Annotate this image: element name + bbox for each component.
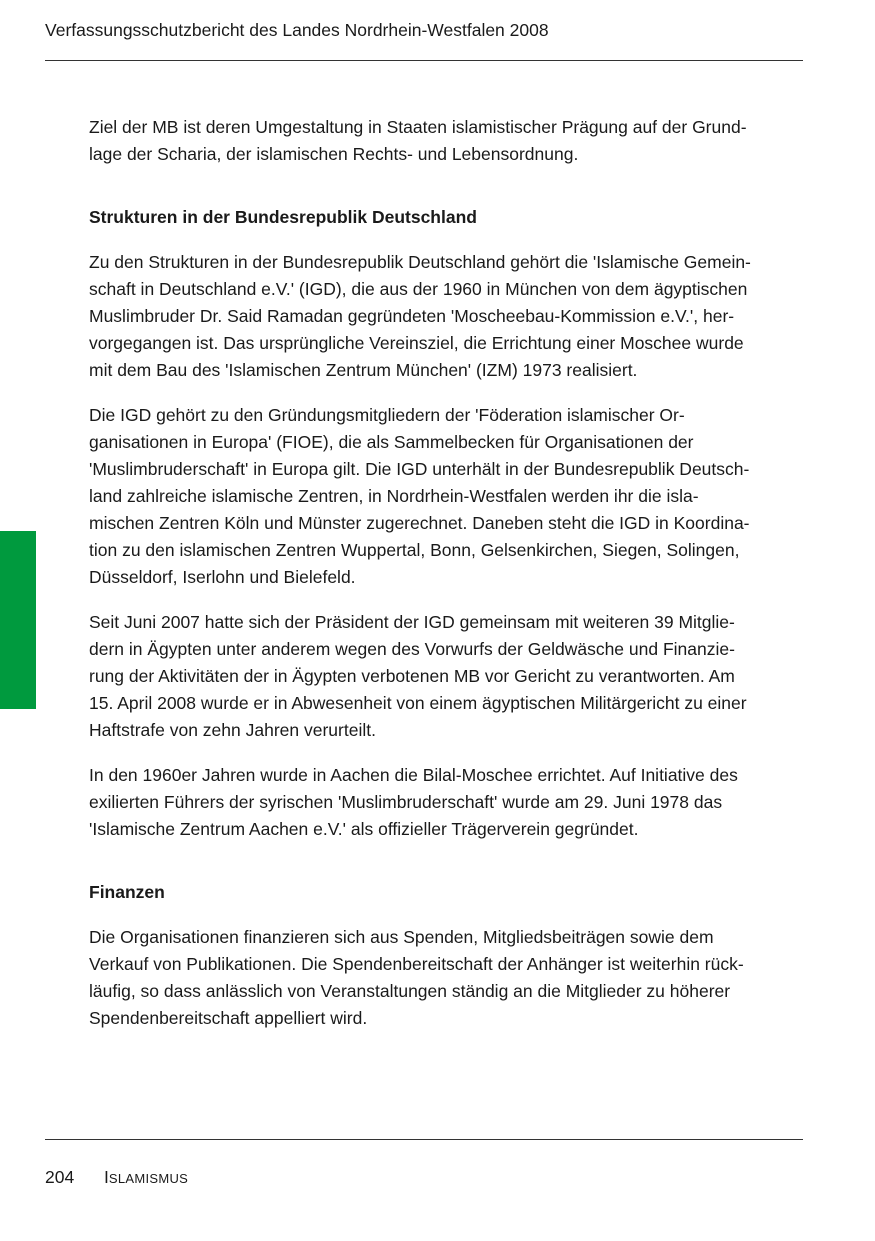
text-line: Die IGD gehört zu den Gründungsmitgliedern der 'Föderation islamischer Or-: [89, 405, 685, 425]
text-line: 15. April 2008 wurde er in Abwesenheit von einem ägyptischen Militärgericht zu einer: [89, 693, 747, 713]
text-line: Seit Juni 2007 hatte sich der Präsident der IGD gemeinsam mit weiteren 39 Mitglie-: [89, 612, 735, 632]
footer-divider: [45, 1139, 803, 1140]
page-number: 204: [45, 1167, 75, 1187]
text-line: Haftstrafe von zehn Jahren verurteilt.: [89, 720, 376, 740]
paragraph-igd-president: [89, 609, 804, 744]
heading-structures: Strukturen in der Bundesrepublik Deutschland: [89, 207, 477, 227]
page-body: [89, 114, 804, 1050]
text-line: läufig, so dass anlässlich von Veranstaltungen ständig an die Mitglieder zu höherer: [89, 981, 731, 1001]
paragraph-finances: [89, 924, 804, 1032]
section-label-initial: I: [104, 1167, 109, 1187]
paragraph-aachen: [89, 762, 804, 843]
paragraph-igd-origin: [89, 249, 804, 384]
text-line: schaft in Deutschland e.V.' (IGD), die aus der 1960 in München von dem ägyptischen: [89, 279, 748, 299]
text-line: Muslimbruder Dr. Said Ramadan gegründeten 'Moscheebau-Kommission e.V.', her-: [89, 306, 735, 326]
text-line: tion zu den islamischen Zentren Wuppertal, Bonn, Gelsenkirchen, Siegen, Solingen,: [89, 540, 740, 560]
text-line: mischen Zentren Köln und Münster zugerechnet. Daneben steht die IGD in Koordina-: [89, 513, 750, 533]
text-line: Verkauf von Publikationen. Die Spendenbereitschaft der Anhänger ist weiterhin rück-: [89, 954, 744, 974]
text-line: lage der Scharia, der islamischen Rechts- und Lebensordnung.: [89, 144, 579, 164]
text-line: Die Organisationen finanzieren sich aus Spenden, Mitgliedsbeiträgen sowie dem: [89, 927, 714, 947]
heading-finances: Finanzen: [89, 882, 165, 902]
section-color-tab: [0, 531, 36, 709]
text-line: Ziel der MB ist deren Umgestaltung in Staaten islamistischer Prägung auf der Grund-: [89, 117, 747, 137]
header-divider: [45, 60, 803, 61]
text-line: 'Muslimbruderschaft' in Europa gilt. Die IGD unterhält in der Bundesrepublik Deutsch-: [89, 459, 750, 479]
text-line: vorgegangen ist. Das ursprüngliche Vereinsziel, die Errichtung einer Moschee wurde: [89, 333, 744, 353]
text-line: mit dem Bau des 'Islamischen Zentrum München' (IZM) 1973 realisiert.: [89, 360, 638, 380]
text-line: land zahlreiche islamische Zentren, in Nordrhein-Westfalen werden ihr die isla-: [89, 486, 699, 506]
text-line: dern in Ägypten unter anderem wegen des Vorwurfs der Geldwäsche und Finanzie-: [89, 639, 735, 659]
paragraph-igd-fioe: [89, 402, 804, 591]
section-label-rest: SLAMISMUS: [108, 1171, 189, 1186]
text-line: 'Islamische Zentrum Aachen e.V.' als offizieller Trägerverein gegründet.: [89, 819, 639, 839]
footer-section-label: [104, 1166, 188, 1190]
text-line: exilierten Führers der syrischen 'Muslimbruderschaft' wurde am 29. Juni 1978 das: [89, 792, 723, 812]
text-line: ganisationen in Europa' (FIOE), die als Sammelbecken für Organisationen der: [89, 432, 694, 452]
text-line: Spendenbereitschaft appelliert wird.: [89, 1008, 368, 1028]
text-line: rung der Aktivitäten der in Ägypten verbotenen MB vor Gericht zu verantworten. Am: [89, 666, 735, 686]
intro-paragraph: [89, 114, 804, 168]
text-line: Zu den Strukturen in der Bundesrepublik Deutschland gehört die 'Islamische Gemein-: [89, 252, 751, 272]
running-header-title: Verfassungsschutzbericht des Landes Nordrhein-Westfalen 2008: [45, 20, 549, 40]
text-line: Düsseldorf, Iserlohn und Bielefeld.: [89, 567, 356, 587]
text-line: In den 1960er Jahren wurde in Aachen die Bilal-Moschee errichtet. Auf Initiative des: [89, 765, 738, 785]
